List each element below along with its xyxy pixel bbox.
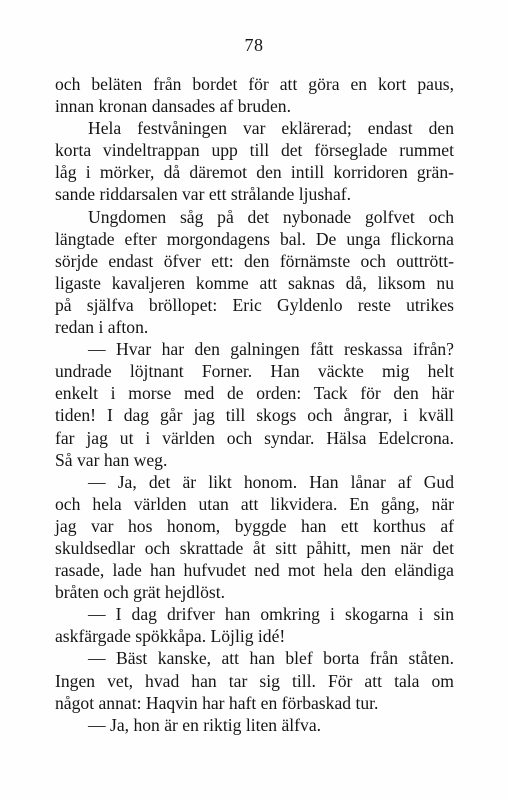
text-line: något annat: Haqvin har haft en förbaskad tur. (55, 692, 379, 713)
paragraph (55, 714, 454, 736)
text-line: far jag ut i världen och syndar. Hälsa Edelcrona. (55, 427, 454, 448)
paragraph (55, 647, 454, 713)
text-line: på själfva bröllopet: Eric Gyldenlo reste utrikes (55, 294, 454, 315)
text-line: undrade löjtnant Forner. Han väckte mig helt (55, 361, 454, 382)
text-line: sande riddarsalen var ett strålande ljushaf. (55, 184, 352, 205)
text-line: jag var hos honom, byggde han ett korthus af (55, 515, 454, 536)
text-line: tiden! I dag går jag till skogs och ångrar, i kväll (55, 405, 454, 426)
paragraph (55, 471, 454, 604)
text-line: bråten och grät hejdlöst. (55, 582, 226, 603)
text-line: Ingen vet, hvad han tar sig till. För att tala om (55, 670, 454, 691)
body-text (55, 73, 454, 736)
text-line: — I dag drifver han omkring i skogarna i sin (88, 604, 454, 625)
text-line: askfärgade spökkåpa. Löjlig idé! (55, 626, 286, 647)
text-line: Ungdomen såg på det nybonade golfvet och (88, 206, 454, 227)
text-line: enkelt i morse med de orden: Tack för den här (55, 383, 454, 404)
text-line: låg i mörker, då däremot den intill korridoren grän- (55, 162, 454, 183)
text-line: och hela världen utan att likvidera. En gång, när (55, 493, 454, 514)
text-line: rasade, lade han hufvudet ned mot hela den eländiga (55, 560, 454, 581)
paragraph (55, 603, 454, 647)
text-line: redan i afton. (55, 317, 149, 338)
text-line: sörjde endast öfver ett: den förnämste och outtrött- (55, 250, 454, 271)
text-line: korta vindeltrappan upp till det förseglade rummet (55, 140, 454, 161)
paragraph (55, 73, 454, 117)
text-line: — Bäst kanske, att han blef borta från ståten. (88, 648, 454, 669)
text-line: ligaste kavaljeren komme att saknas då, liksom nu (55, 272, 454, 293)
text-line: — Ja, hon är en riktig liten älfva. (88, 714, 322, 735)
text-line: Så var han weg. (55, 449, 168, 470)
paragraph (55, 117, 454, 205)
text-line: innan kronan dansades af bruden. (55, 96, 291, 117)
paragraph (55, 338, 454, 471)
text-line: — Ja, det är likt honom. Han lånar af Gud (88, 471, 454, 492)
paragraph (55, 206, 454, 339)
text-line: Hela festvåningen var eklärerad; endast den (88, 118, 454, 139)
page-number: 78 (244, 35, 264, 55)
text-line: skuldsedlar och skrattade åt sitt påhitt, men när det (55, 537, 454, 558)
text-line: och beläten från bordet för att göra en kort paus, (55, 74, 454, 94)
text-line: — Hvar har den galningen fått reskassa ifrån? (88, 339, 454, 360)
text-line: längtade efter morgondagens bal. De unga flickorna (55, 228, 454, 249)
